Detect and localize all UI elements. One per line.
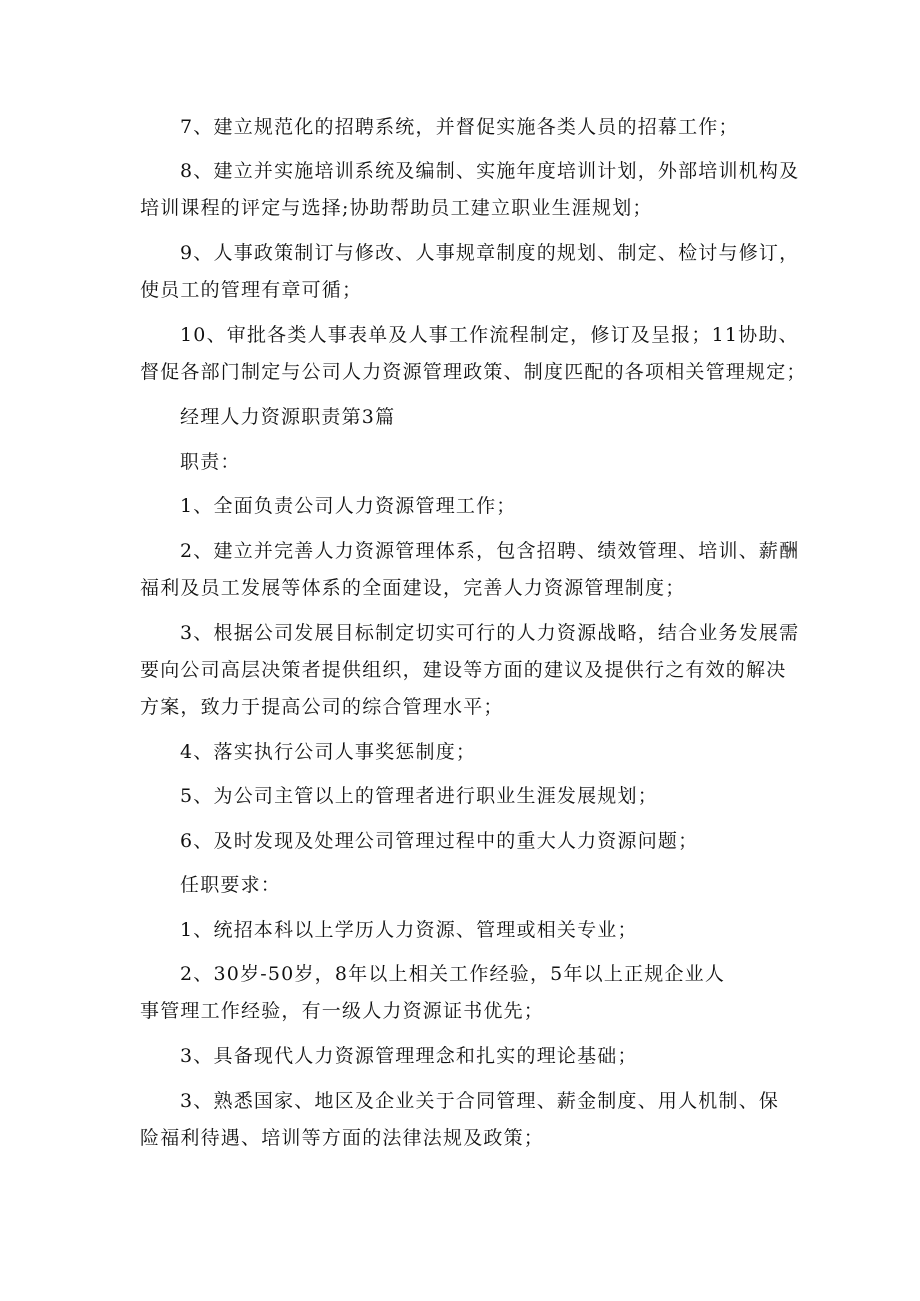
paragraph-line: 培训课程的评定与选择;协助帮助员工建立职业生涯规划； <box>140 197 653 219</box>
paragraph-line: 1、统招本科以上学历人力资源、管理或相关专业； <box>180 919 638 941</box>
paragraph-line: 8、建立并实施培训系统及编制、实施年度培训计划，外部培训机构及 <box>180 160 800 182</box>
paragraph-line: 职责： <box>180 451 241 473</box>
paragraph-line: 督促各部门制定与公司人力资源管理政策、制度匹配的各项相关管理规定； <box>140 361 807 383</box>
paragraph-line: 任职要求： <box>180 874 282 896</box>
paragraph-line: 4、落实执行公司人事奖惩制度； <box>180 741 477 763</box>
paragraph-line: 9、人事政策制订与修改、人事规章制度的规划、制定、检讨与修订， <box>180 242 800 264</box>
paragraph-line: 6、及时发现及处理公司管理过程中的重大人力资源问题； <box>180 830 699 852</box>
paragraph-line: 2、建立并完善人力资源管理体系，包含招聘、绩效管理、培训、薪酬 <box>180 540 800 562</box>
paragraph-line: 使员工的管理有章可循； <box>140 279 363 301</box>
paragraph-line: 3、熟悉国家、地区及企业关于合同管理、薪金制度、用人机制、保 <box>180 1090 780 1112</box>
paragraph-line: 事管理工作经验，有一级人力资源证书优先； <box>140 1000 545 1022</box>
paragraph-line: 险福利待遇、培训等方面的法律法规及政策； <box>140 1127 545 1149</box>
paragraph-line: 福利及员工发展等体系的全面建设，完善人力资源管理制度； <box>140 577 686 599</box>
paragraph-line: 5、为公司主管以上的管理者进行职业生涯发展规划； <box>180 785 658 807</box>
paragraph-line: 要向公司高层决策者提供组织，建设等方面的建议及提供行之有效的解决 <box>140 659 787 681</box>
paragraph-line: 方案，致力于提高公司的综合管理水平； <box>140 696 504 718</box>
paragraph-line: 3、根据公司发展目标制定切实可行的人力资源战略，结合业务发展需 <box>180 622 800 644</box>
paragraph-line: 10、审批各类人事表单及人事工作流程制定，修订及呈报；11协助、 <box>180 324 799 346</box>
paragraph-line: 3、具备现代人力资源管理理念和扎实的理论基础； <box>180 1045 638 1067</box>
paragraph-line: 1、全面负责公司人力资源管理工作； <box>180 495 517 517</box>
section-title-text: 经理人力资源职责第3篇 <box>180 406 396 428</box>
paragraph-line: 7、建立规范化的招聘系统，并督促实施各类人员的招幕工作； <box>180 116 739 138</box>
paragraph-line: 2、30岁-50岁，8年以上相关工作经验，5年以上正规企业人 <box>180 963 726 985</box>
